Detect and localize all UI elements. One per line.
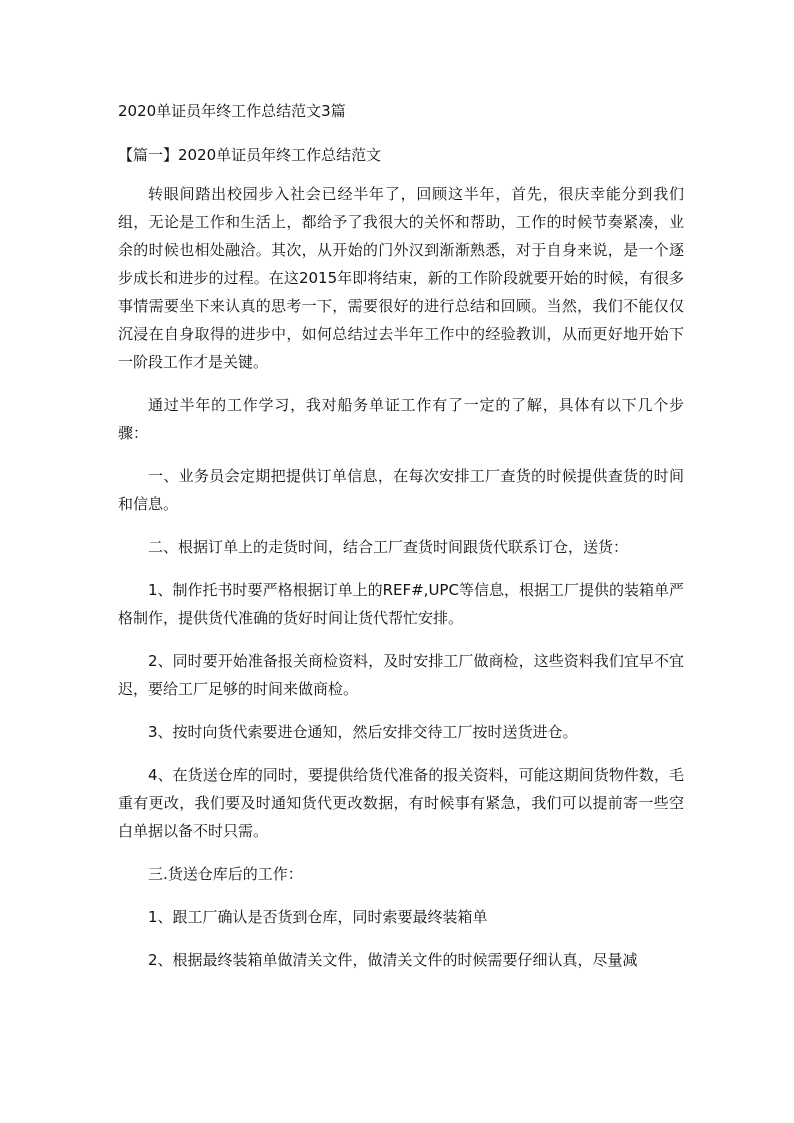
paragraph-step-three-item-2: 2、根据最终装箱单做清关文件，做清关文件的时候需要仔细认真，尽量减: [148, 951, 638, 969]
paragraph-step-two-item-4: 4、在货送仓库的同时，要提供给货代准备的报关资料，可能这期间货物件数，毛重有更改，我们要及时通知货代更改数据，有时候事有紧急，我们可以提前寄一些空白单据以备不时只需。: [118, 766, 684, 840]
paragraph-step-one: 一、业务员会定期把提供订单信息，在每次安排工厂查货的时候提供查货的时间和信息。: [118, 467, 684, 513]
paragraph-step-three-item-1: 1、跟工厂确认是否货到仓库，同时索要最终装箱单: [148, 908, 488, 926]
paragraph-step-two-item-2: 2、同时要开始准备报关商检资料，及时安排工厂做商检，这些资料我们宜早不宜迟，要给工厂足够的时间来做商检。: [118, 652, 684, 698]
document-body: [118, 180, 684, 989]
paragraph-step-three: 三.货送仓库后的工作：: [148, 865, 303, 883]
paragraph-step-two-item-1: 1、制作托书时要严格根据订单上的REF#,UPC等信息，根据工厂提供的装箱单严格制作，提供货代准确的货好时间让货代帮忙安排。: [118, 581, 684, 627]
document-title: 2020单证员年终工作总结范文3篇: [118, 102, 346, 120]
paragraph-step-two: 二、根据订单上的走货时间，结合工厂查货时间跟货代联系订仓，送货：: [148, 538, 629, 556]
paragraph-intro: 转眼间踏出校园步入社会已经半年了，回顾这半年，首先，很庆幸能分到我们组，无论是工作和生活上，都给予了我很大的关怀和帮助，工作的时候节奏紧凑，业余的时候也相处融洽。其次，从开始的门外汉到渐渐熟悉，对于自身来说，是一个逐步成长和进步的过程。在这2015年即将结束，新的工作阶段就要开始的时候，有很多事情需要坐下来认真的思考一下，需要很好的进行总结和回顾。当然，我们不能仅仅沉浸在自身取得的进步中，如何总结过去半年工作中的经验教训，从而更好地开始下一阶段工作才是关键。: [118, 185, 684, 371]
paragraph-step-two-item-3: 3、按时向货代索要进仓通知，然后安排交待工厂按时送货进仓。: [148, 723, 578, 741]
section-heading: 【篇一】2020单证员年终工作总结范文: [118, 146, 382, 164]
paragraph-steps-intro: 通过半年的工作学习，我对船务单证工作有了一定的了解，具体有以下几个步骤：: [118, 396, 684, 442]
